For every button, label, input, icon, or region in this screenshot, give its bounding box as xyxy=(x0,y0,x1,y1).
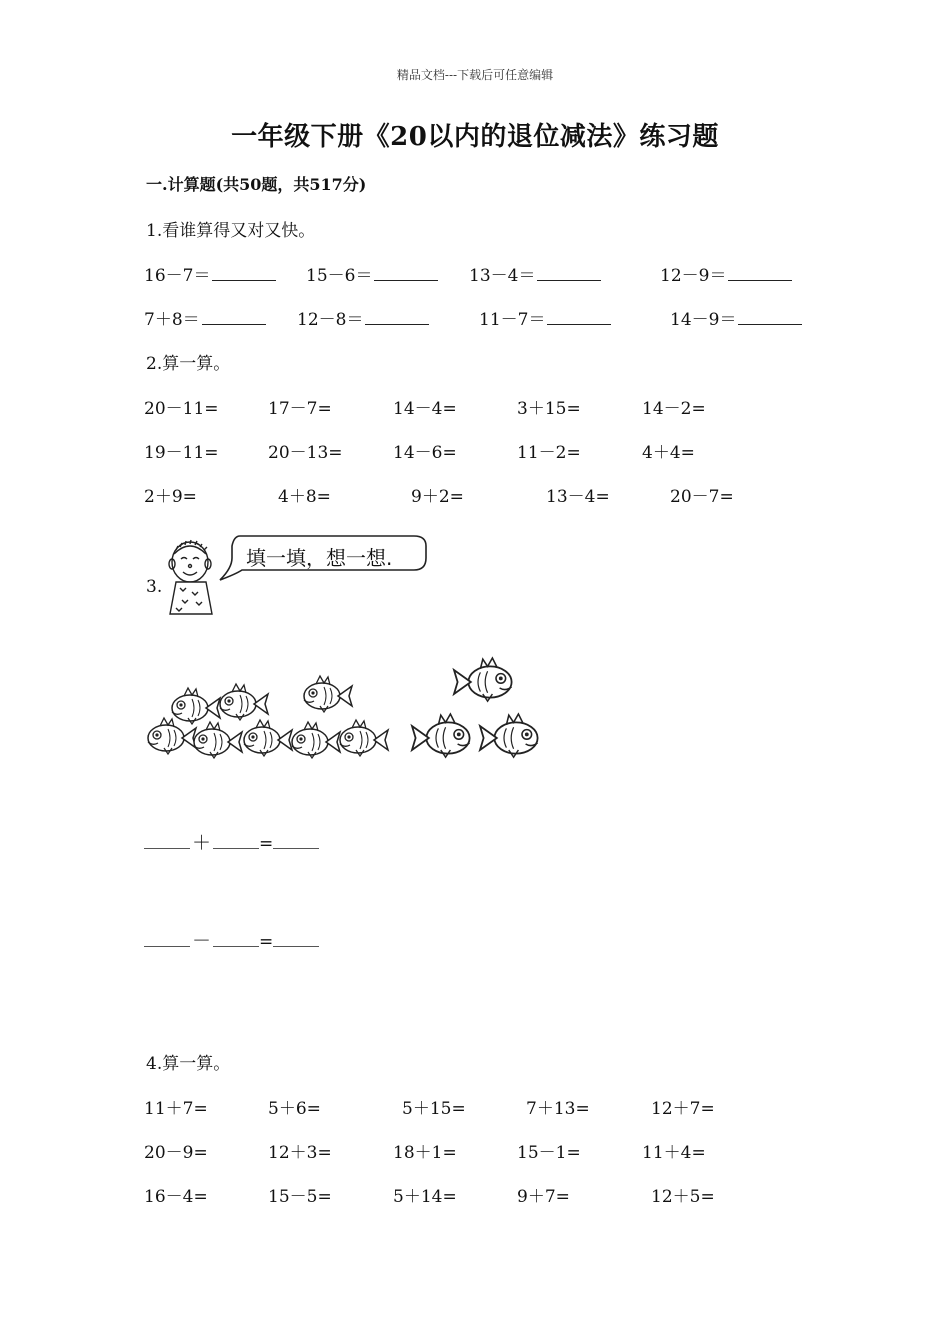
q4-expression: 5＋6= xyxy=(268,1099,321,1119)
q1-item xyxy=(144,261,276,286)
answer-blank[interactable] xyxy=(213,930,259,947)
q1-expression: 15－6＝ xyxy=(306,266,373,286)
answer-blank[interactable] xyxy=(202,323,266,325)
fish-icon xyxy=(244,720,292,756)
q1-expression: 7＋8＝ xyxy=(144,310,200,330)
q4-expression: 15－1= xyxy=(517,1143,581,1163)
q4-expression: 20－9= xyxy=(144,1143,208,1163)
question-2-label: 2.算一算。 xyxy=(146,354,231,374)
q1-item xyxy=(469,261,601,286)
answer-blank[interactable] xyxy=(728,279,792,281)
fish-icon xyxy=(304,676,352,712)
answer-blank[interactable] xyxy=(738,323,802,325)
answer-blank[interactable] xyxy=(144,930,190,947)
fish-icon xyxy=(148,718,196,754)
q2-expression: 20－7= xyxy=(670,487,734,507)
q2-expression: 4＋8= xyxy=(278,487,331,507)
q2-expression: 19－11= xyxy=(144,443,219,463)
q1-item xyxy=(670,305,802,330)
q4-expression: 12＋5= xyxy=(651,1187,715,1207)
q4-expression: 12＋7= xyxy=(651,1099,715,1119)
q2-expression: 13－4= xyxy=(546,487,610,507)
q4-expression: 5＋15= xyxy=(402,1099,466,1119)
answer-blank[interactable] xyxy=(273,832,319,849)
q1-expression: 11－7＝ xyxy=(479,310,546,330)
q4-expression: 7＋13= xyxy=(526,1099,590,1119)
question-4-label: 4.算一算。 xyxy=(146,1054,231,1074)
q2-expression: 20－13= xyxy=(268,443,343,463)
plus-sign: ＋ xyxy=(192,832,212,854)
answer-blank[interactable] xyxy=(537,279,601,281)
section-heading: 一.计算题(共50题，共517分) xyxy=(146,175,367,194)
answer-blank[interactable] xyxy=(273,930,319,947)
fish-group-illustration xyxy=(140,652,560,778)
q2-expression: 20－11= xyxy=(144,399,219,419)
q4-expression: 12＋3= xyxy=(268,1143,332,1163)
q1-item xyxy=(297,305,429,330)
fish-icon xyxy=(412,714,470,757)
q1-expression: 16－7＝ xyxy=(144,266,211,286)
q2-expression: 14－2= xyxy=(642,399,706,419)
minus-sign: － xyxy=(192,930,212,952)
q1-item xyxy=(660,261,792,286)
q4-expression: 16－4= xyxy=(144,1187,208,1207)
equals-sign: = xyxy=(259,932,274,952)
q2-expression: 17－7= xyxy=(268,399,332,419)
fish-icon xyxy=(220,684,268,720)
q1-expression: 14－9＝ xyxy=(670,310,737,330)
fish-icon xyxy=(454,658,512,701)
q3-equation-add xyxy=(144,828,319,855)
q4-expression: 15－5= xyxy=(268,1187,332,1207)
q1-item xyxy=(306,261,438,286)
equals-sign: = xyxy=(259,834,274,854)
q2-expression: 14－4= xyxy=(393,399,457,419)
fish-icon xyxy=(194,722,242,758)
q4-expression: 5＋14= xyxy=(393,1187,457,1207)
answer-blank[interactable] xyxy=(547,323,611,325)
answer-blank[interactable] xyxy=(212,279,276,281)
q3-equation-subtract xyxy=(144,926,319,953)
fish-icon xyxy=(340,720,388,756)
q2-expression: 11－2= xyxy=(517,443,581,463)
q4-expression: 9＋7= xyxy=(517,1187,570,1207)
question-1-label: 1.看谁算得又对又快。 xyxy=(146,221,316,241)
fish-icon xyxy=(480,714,538,757)
q1-item xyxy=(144,305,266,330)
page-header: 精品文档---下载后可任意编辑 xyxy=(396,68,554,82)
q4-expression: 11＋7= xyxy=(144,1099,208,1119)
q2-expression: 14－6= xyxy=(393,443,457,463)
q1-expression: 12－8＝ xyxy=(297,310,364,330)
answer-blank[interactable] xyxy=(213,832,259,849)
q4-expression: 18＋1= xyxy=(393,1143,457,1163)
q2-expression: 2＋9= xyxy=(144,487,197,507)
speech-text: 填一填，想一想. xyxy=(246,546,393,570)
fish-icon xyxy=(172,688,220,724)
q2-expression: 3＋15= xyxy=(517,399,581,419)
answer-blank[interactable] xyxy=(374,279,438,281)
answer-blank[interactable] xyxy=(365,323,429,325)
q2-expression: 9＋2= xyxy=(411,487,464,507)
q4-expression: 11＋4= xyxy=(642,1143,706,1163)
question-3-label: 3. xyxy=(146,577,163,597)
q1-expression: 12－9＝ xyxy=(660,266,727,286)
page-title: 一年级下册《20以内的退位减法》练习题 xyxy=(231,122,719,152)
fish-icon xyxy=(292,722,340,758)
q1-expression: 13－4＝ xyxy=(469,266,536,286)
q1-item xyxy=(479,305,611,330)
answer-blank[interactable] xyxy=(144,832,190,849)
q2-expression: 4＋4= xyxy=(642,443,695,463)
